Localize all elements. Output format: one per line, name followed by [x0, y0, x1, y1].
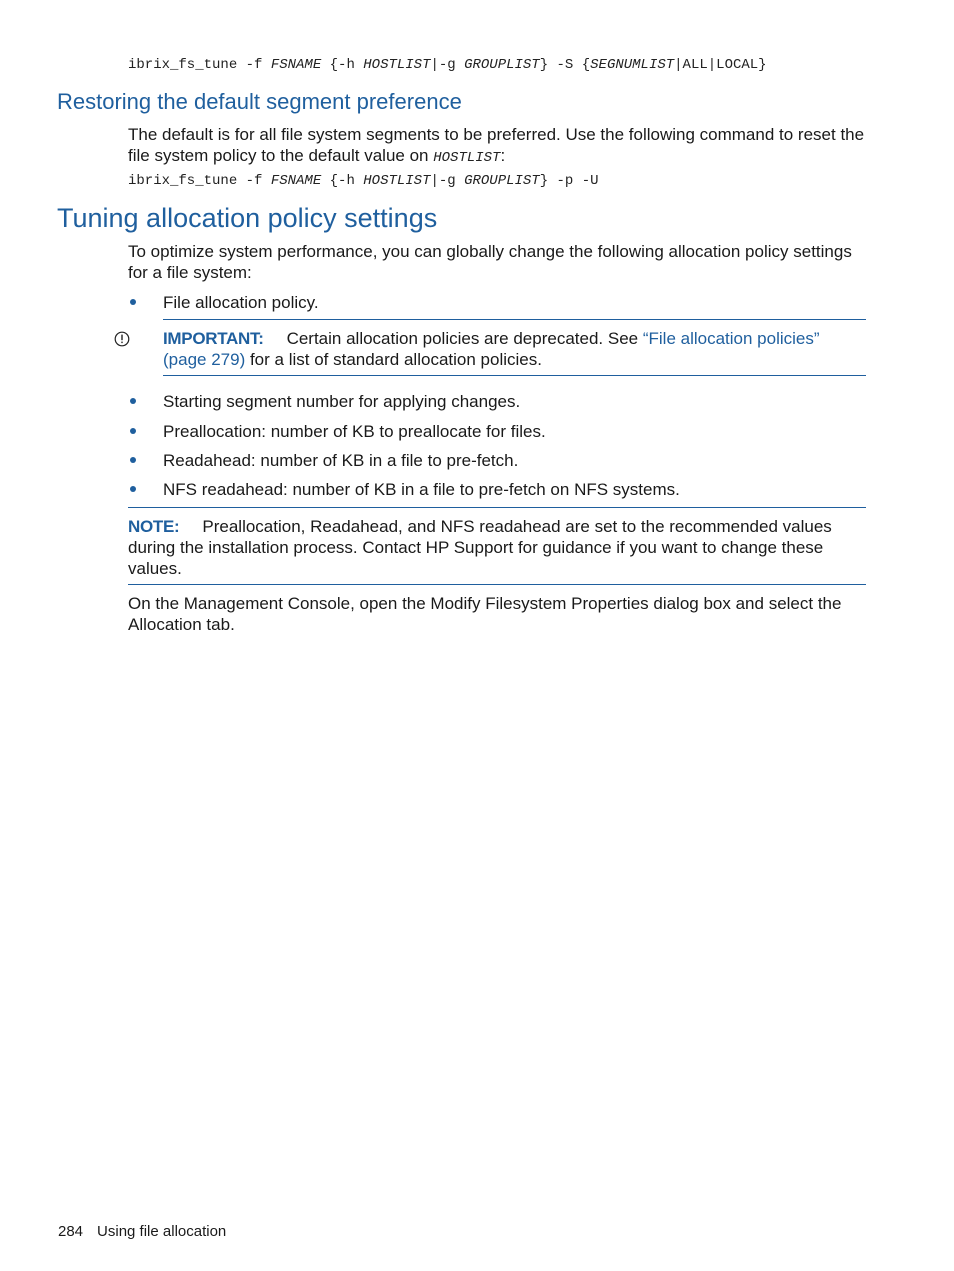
- important-line-1: IMPORTANT: Certain allocation policies are deprecated. See “File allocation policies”: [163, 329, 820, 348]
- tuning-intro-line-2: for a file system:: [128, 263, 252, 282]
- important-callout: [163, 328, 863, 370]
- note-line-1: NOTE: Preallocation, Readahead, and NFS readahead are set to the recommended values: [128, 517, 832, 536]
- restoring-default-paragraph: [128, 124, 888, 169]
- file-allocation-policies-link[interactable]: “File allocation policies”: [642, 329, 820, 348]
- important-label: IMPORTANT:: [163, 329, 264, 348]
- tuning-intro-line-1: To optimize system performance, you can globally change the following allocation policy settings: [128, 242, 852, 261]
- closing-line-2: Allocation tab.: [128, 615, 235, 634]
- note-line-2: during the installation process. Contact HP Support for guidance if you want to change these: [128, 538, 824, 557]
- section-heading-tuning-allocation: Tuning allocation policy settings: [57, 203, 438, 233]
- closing-line-1: On the Management Console, open the Modify Filesystem Properties dialog box and select the: [128, 594, 842, 613]
- restoring-default-line-2: file system policy to the default value on HOSTLIST:: [128, 146, 506, 166]
- note-top-rule: [128, 507, 866, 508]
- bullet-dot: [130, 398, 136, 404]
- tuning-intro-paragraph: [128, 241, 888, 283]
- page-number: 284: [58, 1223, 84, 1240]
- important-line-2: (page 279) for a list of standard allocation policies.: [163, 350, 542, 369]
- important-bottom-rule: [163, 375, 866, 376]
- important-exclamation-icon: [114, 331, 130, 347]
- command-segment-preference: ibrix_fs_tune -f FSNAME {-h HOSTLIST|-g GROUPLIST} -S {SEGNUMLIST|ALL|LOCAL}: [128, 57, 767, 73]
- command-reset-default: ibrix_fs_tune -f FSNAME {-h HOSTLIST|-g GROUPLIST} -p -U: [128, 173, 599, 189]
- important-top-rule: [163, 319, 866, 320]
- bullet-dot: [130, 486, 136, 492]
- note-label: NOTE:: [128, 517, 180, 536]
- list-item: File allocation policy.: [163, 293, 319, 312]
- list-item: Starting segment number for applying changes.: [163, 392, 521, 411]
- section-heading-restoring-default: Restoring the default segment preference: [57, 89, 462, 114]
- note-callout: [128, 516, 866, 579]
- note-line-3: values.: [128, 559, 182, 578]
- page-footer: [58, 1223, 226, 1240]
- closing-paragraph: [128, 593, 888, 635]
- bullet-dot: [130, 428, 136, 434]
- list-item: Preallocation: number of KB to preallocate for files.: [163, 422, 546, 441]
- restoring-default-line-1: The default is for all file system segments to be preferred. Use the following command to reset the: [128, 125, 865, 144]
- note-bottom-rule: [128, 584, 866, 585]
- hostlist-code: HOSTLIST: [433, 150, 501, 166]
- list-item: NFS readahead: number of KB in a file to pre-fetch on NFS systems.: [163, 480, 680, 499]
- bullet-dot: [130, 299, 136, 305]
- chapter-title: Using file allocation: [97, 1223, 227, 1240]
- bullet-dot: [130, 457, 136, 463]
- list-item: Readahead: number of KB in a file to pre-fetch.: [163, 451, 519, 470]
- page-279-link[interactable]: (page 279): [163, 350, 246, 369]
